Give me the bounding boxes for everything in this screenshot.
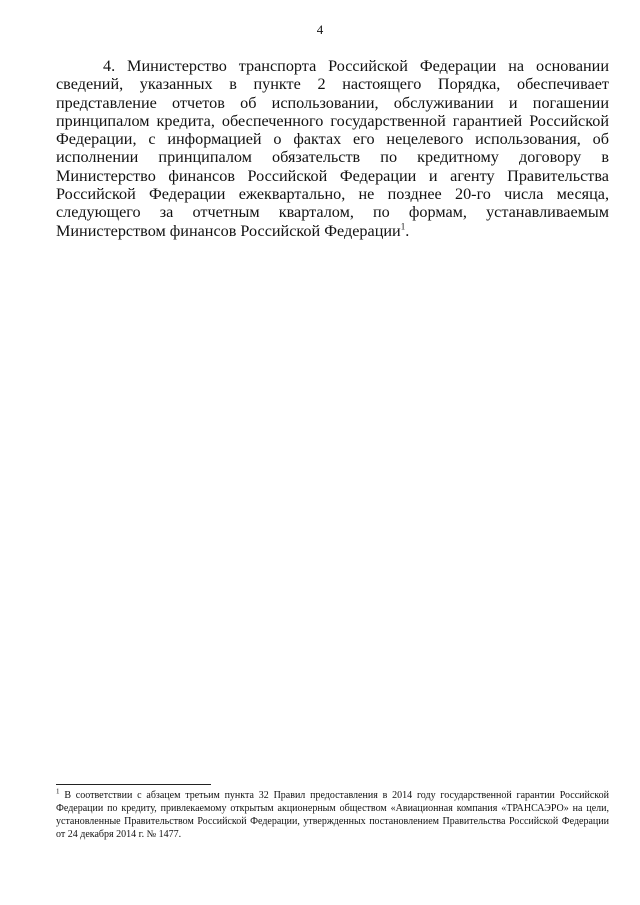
body-paragraph bbox=[56, 57, 609, 240]
paragraph-end-punctuation: . bbox=[405, 221, 410, 240]
footnote-reference[interactable]: 1 bbox=[400, 221, 406, 232]
footnote-marker: 1 bbox=[56, 787, 60, 796]
footnote-divider bbox=[56, 784, 211, 785]
footnote bbox=[56, 789, 609, 841]
paragraph-text: 4. Министерство транспорта Российской Федерации на основании сведений, указанных в пункте 2 настоящего Порядка, обеспечивает представление отчетов об использовании, обслуживании и погашении принципалом кредита, обеспеченного государственной гарантией Российской Федерации, с информацией о фактах его нецелевого использования, об исполнении принципалом обязательств по кредитному договору в Министерство финансов Российской Федерации и агенту Правительства Российской Федерации ежеквартально, не позднее 20-го числа месяца, следующего за отчетным кварталом, по формам, устанавливаемым Министерством финансов Российской Федерации bbox=[56, 57, 609, 240]
page-number: 4 bbox=[316, 22, 324, 37]
footnote-text: В соответствии с абзацем третьим пункта 32 Правил предоставления в 2014 году государственной гарантии Российской Федерации по кредиту, привлекаемому открытым акционерным обществом «Авиационная компания «ТРАНСАЭРО» на цели, установленные Правительством Российской Федерации, утвержденных постановлением Правительства Российской Федерации от 24 декабря 2014 г. № 1477. bbox=[56, 790, 610, 840]
